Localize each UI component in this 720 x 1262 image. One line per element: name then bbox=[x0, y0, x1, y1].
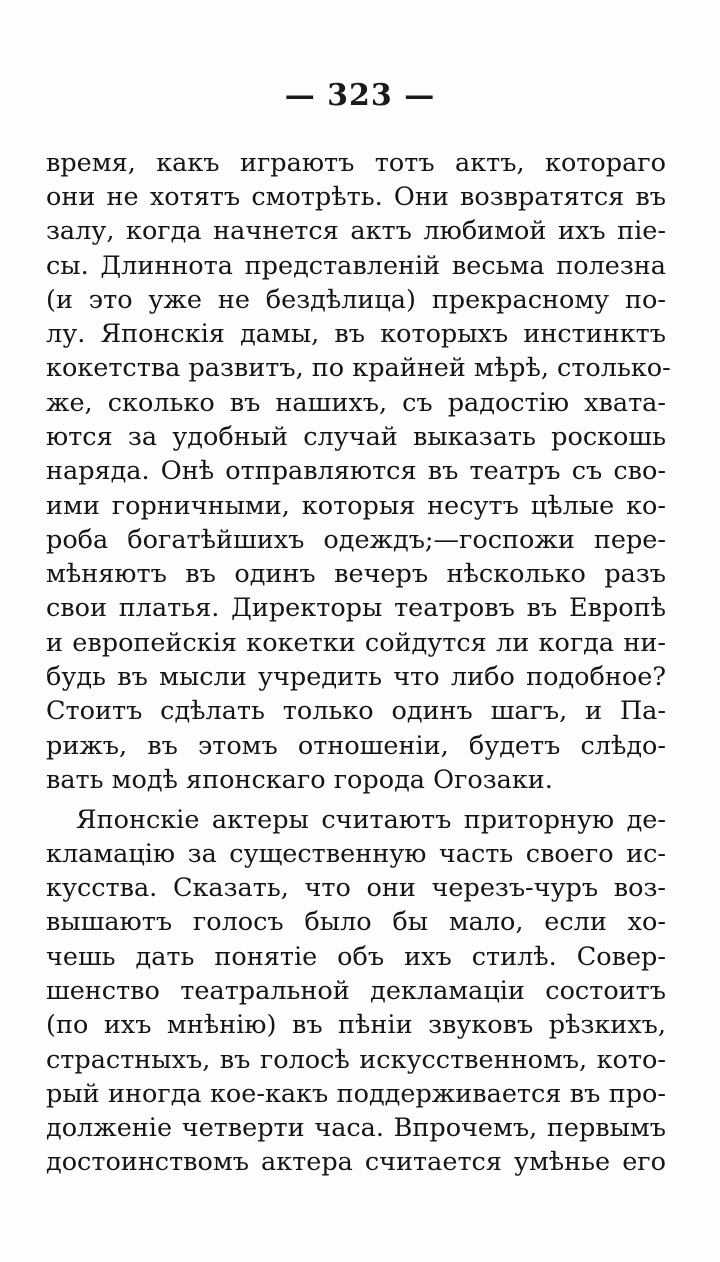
text-line: время, какъ играютъ тотъ актъ, котораго bbox=[46, 148, 666, 178]
text-line: мѣняютъ въ одинъ вечеръ нѣсколько разъ bbox=[46, 559, 666, 589]
text-line: достоинствомъ актера считается умѣнье его bbox=[46, 1147, 666, 1177]
text-line: свои платья. Директоры театровъ въ Европѣ bbox=[46, 593, 666, 623]
text-line: кокетства развитъ, по крайней мѣрѣ, столько- bbox=[46, 353, 671, 383]
text-line: залу, когда начнется актъ любимой ихъ пiе- bbox=[46, 216, 666, 246]
text-line: рижъ, въ этомъ отношенiи, будетъ слѣдо- bbox=[46, 731, 666, 761]
page-number: — 323 — bbox=[284, 78, 436, 113]
text-line: ются за удобный случай выказать роскошь bbox=[46, 422, 666, 452]
text-line: (по ихъ мнѣнiю) въ пѣнiи звуковъ рѣзкихъ, bbox=[46, 1010, 666, 1040]
text-line: шенство театральной декламацiи состоитъ bbox=[46, 976, 666, 1006]
text-line: вать модѣ японскаго города Огозаки. bbox=[46, 765, 553, 795]
text-line: ими горничными, которыя несутъ цѣлые ко- bbox=[46, 491, 666, 521]
text-line: вышаютъ голосъ было бы мало, если хо- bbox=[46, 907, 666, 937]
text-line: кусства. Сказать, что они черезъ-чуръ воз- bbox=[46, 873, 666, 903]
text-line: страстныхъ, въ голосѣ искусственномъ, кото- bbox=[46, 1045, 666, 1075]
text-line: (и это уже не бездѣлица) прекрасному по- bbox=[46, 285, 666, 315]
text-line: Стоитъ сдѣлать только одинъ шагъ, и Па- bbox=[46, 696, 666, 726]
text-line: будь въ мысли учредить что либо подобное? bbox=[46, 662, 666, 692]
text-line: кламацiю за существенную часть своего ис- bbox=[46, 839, 666, 869]
text-line: лу. Японскiя дамы, въ которыхъ инстинктъ bbox=[46, 319, 666, 349]
text-line: роба богатѣйшихъ одеждъ;—госпожи пере- bbox=[46, 525, 666, 555]
text-line: они не хотятъ смотрѣть. Они возвратятся въ bbox=[46, 182, 666, 212]
text-line: же, сколько въ нашихъ, съ радостiю хвата- bbox=[46, 388, 666, 418]
paragraph-first-line: Японскiе актеры считаютъ приторную де- bbox=[76, 805, 666, 835]
text-line: сы. Длиннота представленiй весьма полезна bbox=[46, 251, 666, 281]
text-line: и европейскiя кокетки сойдутся ли когда ни- bbox=[46, 628, 666, 658]
text-line: наряда. Онѣ отправляются въ театръ съ сво- bbox=[46, 456, 666, 486]
text-line: долженiе четверти часа. Впрочемъ, первымъ bbox=[46, 1113, 666, 1143]
text-line: чешь дать понятiе объ ихъ стилѣ. Совер- bbox=[46, 942, 666, 972]
text-line: рый иногда кое-какъ поддерживается въ про- bbox=[46, 1079, 666, 1109]
